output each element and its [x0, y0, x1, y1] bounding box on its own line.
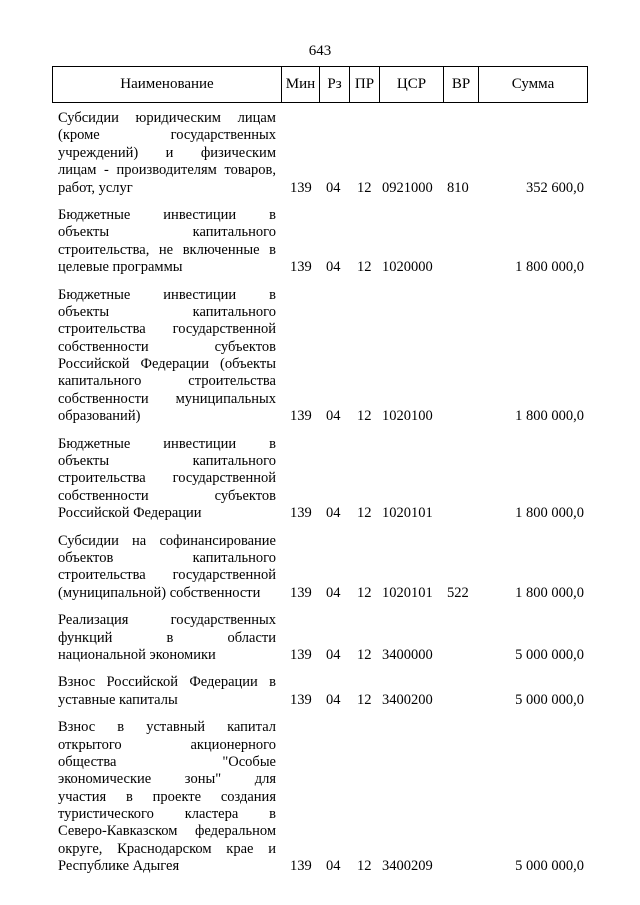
- row-min: 139: [290, 646, 312, 663]
- row-name-line: капитального строительства: [58, 373, 276, 390]
- row-values: [0, 858, 640, 875]
- row-sum: 1 800 000,0: [515, 505, 584, 522]
- row-vr: 522: [447, 584, 469, 601]
- row-rz: 04: [326, 408, 341, 425]
- row-name-line: Бюджетные инвестиции в: [58, 286, 276, 303]
- row-sum: 1 800 000,0: [515, 584, 584, 601]
- row-values: [0, 408, 640, 425]
- row-name-line: Взнос Российской Федерации в: [58, 674, 276, 691]
- row-name-line: открытого акционерного: [58, 736, 276, 753]
- row-name-line: функций в области: [58, 629, 276, 646]
- header-min: Мин: [282, 67, 320, 102]
- row-csr: 3400200: [382, 691, 433, 708]
- row-name-line: собственности субъектов: [58, 338, 276, 355]
- row-csr: 1020101: [382, 505, 433, 522]
- table-header: [52, 66, 588, 103]
- row-values: [0, 647, 640, 664]
- table-row: [0, 612, 640, 664]
- table-row: [0, 436, 640, 523]
- row-rz: 04: [326, 505, 341, 522]
- row-name: [58, 287, 276, 426]
- row-name-line: лицам - производителям товаров,: [58, 162, 276, 179]
- row-name-line: Республике Адыгея: [58, 858, 180, 875]
- row-name-line: Реализация государственных: [58, 612, 276, 629]
- row-sum: 5 000 000,0: [515, 858, 584, 875]
- row-rz: 04: [326, 646, 341, 663]
- row-csr: 1020100: [382, 408, 433, 425]
- row-pr: 12: [357, 505, 372, 522]
- row-min: 139: [290, 505, 312, 522]
- row-sum: 5 000 000,0: [515, 646, 584, 663]
- row-name-line: туристического кластера в: [58, 806, 276, 823]
- row-csr: 1020000: [382, 259, 433, 276]
- row-name: [58, 719, 276, 876]
- row-name-line: (муниципальной) собственности: [58, 584, 261, 601]
- row-name-line: собственности субъектов: [58, 487, 276, 504]
- row-sum: 5 000 000,0: [515, 691, 584, 708]
- row-rz: 04: [326, 584, 341, 601]
- row-name-line: объекты капитального: [58, 453, 276, 470]
- row-sum: 352 600,0: [526, 179, 584, 196]
- row-name-line: объекты капитального: [58, 303, 276, 320]
- header-sum: Сумма: [511, 76, 555, 92]
- row-pr: 12: [357, 179, 372, 196]
- row-name-line: образований): [58, 408, 141, 425]
- row-sum: 1 800 000,0: [515, 408, 584, 425]
- row-csr: 3400000: [382, 646, 433, 663]
- row-min: 139: [290, 259, 312, 276]
- row-rz: 04: [326, 691, 341, 708]
- row-name-line: Субсидии на софинансирование: [58, 532, 276, 549]
- row-min: 139: [290, 179, 312, 196]
- row-csr: 3400209: [382, 858, 433, 875]
- row-csr: 1020101: [382, 584, 433, 601]
- row-name-line: собственности муниципальных: [58, 390, 276, 407]
- row-name-line: национальной экономики: [58, 646, 216, 663]
- row-name-line: Северо-Кавказском федеральном: [58, 823, 276, 840]
- row-pr: 12: [357, 646, 372, 663]
- header-name: Наименование: [53, 67, 282, 102]
- table-row: [0, 207, 640, 277]
- row-pr: 12: [357, 584, 372, 601]
- row-name-line: Бюджетные инвестиции в: [58, 435, 276, 452]
- header-csr: ЦСР: [380, 67, 444, 102]
- row-sum: 1 800 000,0: [515, 259, 584, 276]
- row-name-line: работ, услуг: [58, 179, 133, 196]
- table-row: [0, 719, 640, 876]
- row-values: [0, 259, 640, 276]
- table-row: [0, 110, 640, 197]
- row-name-line: (кроме государственных: [58, 127, 276, 144]
- row-values: [0, 180, 640, 197]
- row-name-line: строительства, не включенные в: [58, 241, 276, 258]
- row-name-line: строительства государственной: [58, 470, 276, 487]
- row-pr: 12: [357, 259, 372, 276]
- table-row: [0, 287, 640, 426]
- row-pr: 12: [357, 408, 372, 425]
- row-name-line: участия в проекте создания: [58, 788, 276, 805]
- row-name-line: целевые программы: [58, 259, 183, 276]
- row-vr: 810: [447, 179, 469, 196]
- row-name-line: округе, Краснодарском крае и: [58, 840, 276, 857]
- row-rz: 04: [326, 259, 341, 276]
- table-body: [0, 110, 640, 886]
- row-name-line: Российской Федерации: [58, 505, 202, 522]
- row-name-line: Субсидии юридическим лицам: [58, 110, 276, 126]
- row-name-line: Российской Федерации (объекты: [58, 356, 276, 373]
- row-min: 139: [290, 584, 312, 601]
- row-min: 139: [290, 691, 312, 708]
- row-rz: 04: [326, 858, 341, 875]
- row-values: [0, 585, 640, 602]
- row-name-line: Взнос в уставный капитал: [58, 719, 276, 736]
- row-pr: 12: [357, 858, 372, 875]
- table-row: [0, 674, 640, 709]
- row-name-line: объекты капитального: [58, 224, 276, 241]
- row-name-line: уставные капиталы: [58, 691, 178, 708]
- row-min: 139: [290, 858, 312, 875]
- row-csr: 0921000: [382, 179, 433, 196]
- header-pr: ПР: [350, 67, 380, 102]
- page-number: 643: [308, 43, 332, 59]
- row-name-line: общества "Особые: [58, 753, 276, 770]
- row-values: [0, 692, 640, 709]
- row-pr: 12: [357, 691, 372, 708]
- row-values: [0, 505, 640, 522]
- row-name-line: Бюджетные инвестиции в: [58, 206, 276, 223]
- row-min: 139: [290, 408, 312, 425]
- row-name-line: экономические зоны" для: [58, 771, 276, 788]
- header-vr: ВР: [444, 67, 479, 102]
- row-name-line: учреждений) и физическим: [58, 144, 276, 161]
- row-name-line: объектов капитального: [58, 549, 276, 566]
- row-name-line: строительства государственной: [58, 567, 276, 584]
- row-name-line: строительства государственной: [58, 321, 276, 338]
- header-rz: Рз: [320, 67, 350, 102]
- row-rz: 04: [326, 179, 341, 196]
- table-row: [0, 533, 640, 603]
